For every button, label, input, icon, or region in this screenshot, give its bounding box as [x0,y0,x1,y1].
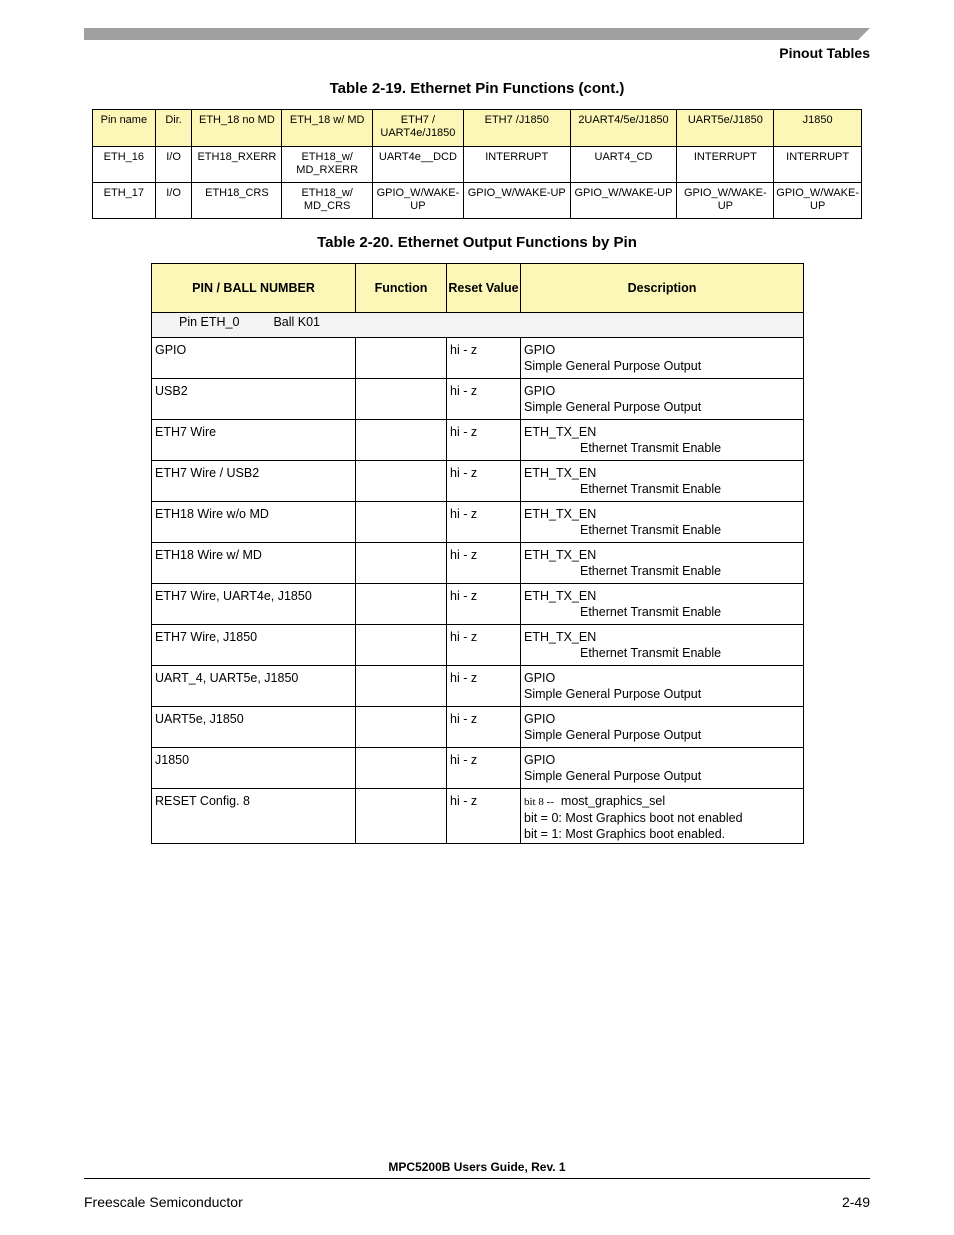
description-signal: GPIO [524,712,556,726]
table-row [152,461,804,502]
table-row [152,543,804,584]
description-cell [521,461,804,502]
header-cell: Reset Value [447,264,521,313]
header-cell: J1850 [774,110,862,147]
function-cell [356,748,447,789]
reset-value-cell: hi - z [447,584,521,625]
ball-label: Ball K01 [273,315,321,329]
function-cell [356,420,447,461]
table-cell: GPIO_W/WAKE-UP [570,183,677,219]
table-20-caption: Table 2-20. Ethernet Output Functions by Pin [317,234,637,251]
description-signal: ETH_TX_EN [524,630,597,644]
function-cell [356,707,447,748]
description-cell [521,420,804,461]
description-cell [521,584,804,625]
pin-name-cell: ETH18 Wire w/ MD [152,543,356,584]
table-row [152,625,804,666]
description-text: Ethernet Transmit Enable [580,646,722,660]
page-number: 2-49 [841,1194,870,1210]
pin-name-cell: ETH18 Wire w/o MD [152,502,356,543]
reset-value-cell: hi - z [447,625,521,666]
table-cell: GPIO_W/WAKE-UP [372,183,463,219]
description-signal: GPIO [524,384,556,398]
reset-value-cell: hi - z [447,502,521,543]
header-bar [84,28,870,40]
table-cell: INTERRUPT [774,147,862,183]
function-cell [356,379,447,420]
company-name: Freescale Semiconductor [84,1194,243,1210]
table-row [152,707,804,748]
table-20 [151,263,804,844]
reset-value-cell: hi - z [447,338,521,379]
table-cell: ETH18_RXERR [192,147,282,183]
reset-value-cell: hi - z [447,707,521,748]
table-cell: ETH_16 [93,147,156,183]
description-cell [521,625,804,666]
table-row [152,584,804,625]
description-text: Ethernet Transmit Enable [580,564,722,578]
pin-name-cell: GPIO [152,338,356,379]
table-row [152,666,804,707]
bit-prefix: bit 8 -- [524,796,554,808]
description-signal: ETH_TX_EN [524,466,597,480]
description-text: Simple General Purpose Output [524,687,702,701]
function-cell [356,461,447,502]
description-cell [521,666,804,707]
header-cell: UART5e/J1850 [677,110,774,147]
pin-name-cell: ETH7 Wire [152,420,356,461]
description-text: Simple General Purpose Output [524,769,702,783]
description-line: bit = 0: Most Graphics boot not enabled [524,811,743,825]
reset-value-cell: hi - z [447,461,521,502]
pin-cell [152,313,804,338]
header-cell: ETH7 / UART4e/J1850 [372,110,463,147]
function-cell [356,625,447,666]
description-signal: GPIO [524,343,556,357]
table-cell: GPIO_W/WAKE-UP [677,183,774,219]
header-cell: Pin name [93,110,156,147]
table-cell: ETH18_w/ MD_RXERR [282,147,373,183]
pin-name-cell: USB2 [152,379,356,420]
table-header-row [152,264,804,313]
description-text: Ethernet Transmit Enable [580,482,722,496]
table-19 [92,109,862,219]
pin-name-cell: ETH7 Wire / USB2 [152,461,356,502]
pin-name-cell: ETH7 Wire, UART4e, J1850 [152,584,356,625]
function-cell [356,543,447,584]
description-text: Ethernet Transmit Enable [580,441,722,455]
header-cell: 2UART4/5e/J1850 [570,110,677,147]
table-cell: ETH18_w/ MD_CRS [282,183,373,219]
section-title: Pinout Tables [779,45,870,61]
header-cell: Description [521,264,804,313]
pin-name-cell: RESET Config. 8 [152,789,356,844]
header-cell: Dir. [155,110,192,147]
table-cell: ETH18_CRS [192,183,282,219]
document-title: MPC5200B Users Guide, Rev. 1 [388,1160,566,1174]
header-cell: ETH7 /J1850 [463,110,570,147]
header-cell: ETH_18 w/ MD [282,110,373,147]
table-row [93,183,862,219]
pin-name-cell: UART5e, J1850 [152,707,356,748]
pin-name-cell: UART_4, UART5e, J1850 [152,666,356,707]
header-cell: PIN / BALL NUMBER [152,264,356,313]
table-cell: UART4_CD [570,147,677,183]
description-signal: ETH_TX_EN [524,548,597,562]
table-row [152,789,804,844]
table-row [152,379,804,420]
table-row [152,502,804,543]
function-cell [356,789,447,844]
description-text: Simple General Purpose Output [524,728,702,742]
description-text: Ethernet Transmit Enable [580,605,722,619]
function-cell [356,584,447,625]
description-cell [521,379,804,420]
footer-divider [84,1178,870,1179]
description-cell [521,338,804,379]
pin-label: Pin ETH_0 [179,315,240,329]
header-cell: Function [356,264,447,313]
table-row [93,147,862,183]
description-text: Simple General Purpose Output [524,400,702,414]
header-cell: ETH_18 no MD [192,110,282,147]
description-text: Simple General Purpose Output [524,359,702,373]
description-signal: ETH_TX_EN [524,589,597,603]
table-cell: I/O [155,147,192,183]
description-cell [521,789,804,844]
table-cell: GPIO_W/WAKE-UP [774,183,862,219]
description-line: bit = 1: Most Graphics boot enabled. [524,827,726,841]
pin-row [152,313,804,338]
function-cell [356,666,447,707]
table-cell: INTERRUPT [463,147,570,183]
reset-value-cell: hi - z [447,379,521,420]
table-cell: I/O [155,183,192,219]
reset-value-cell: hi - z [447,666,521,707]
description-cell [521,543,804,584]
table-row [152,338,804,379]
description-signal: GPIO [524,753,556,767]
table-row [152,420,804,461]
table-body [152,338,804,789]
table-header-row [93,110,862,147]
reset-value-cell: hi - z [447,420,521,461]
table-cell: UART4e__DCD [372,147,463,183]
table-row [152,748,804,789]
table-cell: ETH_17 [93,183,156,219]
description-signal: GPIO [524,671,556,685]
table-cell: GPIO_W/WAKE-UP [463,183,570,219]
reset-value-cell: hi - z [447,748,521,789]
function-cell [356,502,447,543]
function-cell [356,338,447,379]
description-cell [521,707,804,748]
reset-value-cell: hi - z [447,543,521,584]
description-cell [521,502,804,543]
pin-name-cell: J1850 [152,748,356,789]
description-signal: ETH_TX_EN [524,507,597,521]
description-signal: ETH_TX_EN [524,425,597,439]
bit-name: most_graphics_sel [560,794,666,808]
description-cell [521,748,804,789]
table-cell: INTERRUPT [677,147,774,183]
reset-value-cell: hi - z [447,789,521,844]
description-text: Ethernet Transmit Enable [580,523,722,537]
table-19-caption: Table 2-19. Ethernet Pin Functions (cont.) [329,80,625,97]
pin-name-cell: ETH7 Wire, J1850 [152,625,356,666]
